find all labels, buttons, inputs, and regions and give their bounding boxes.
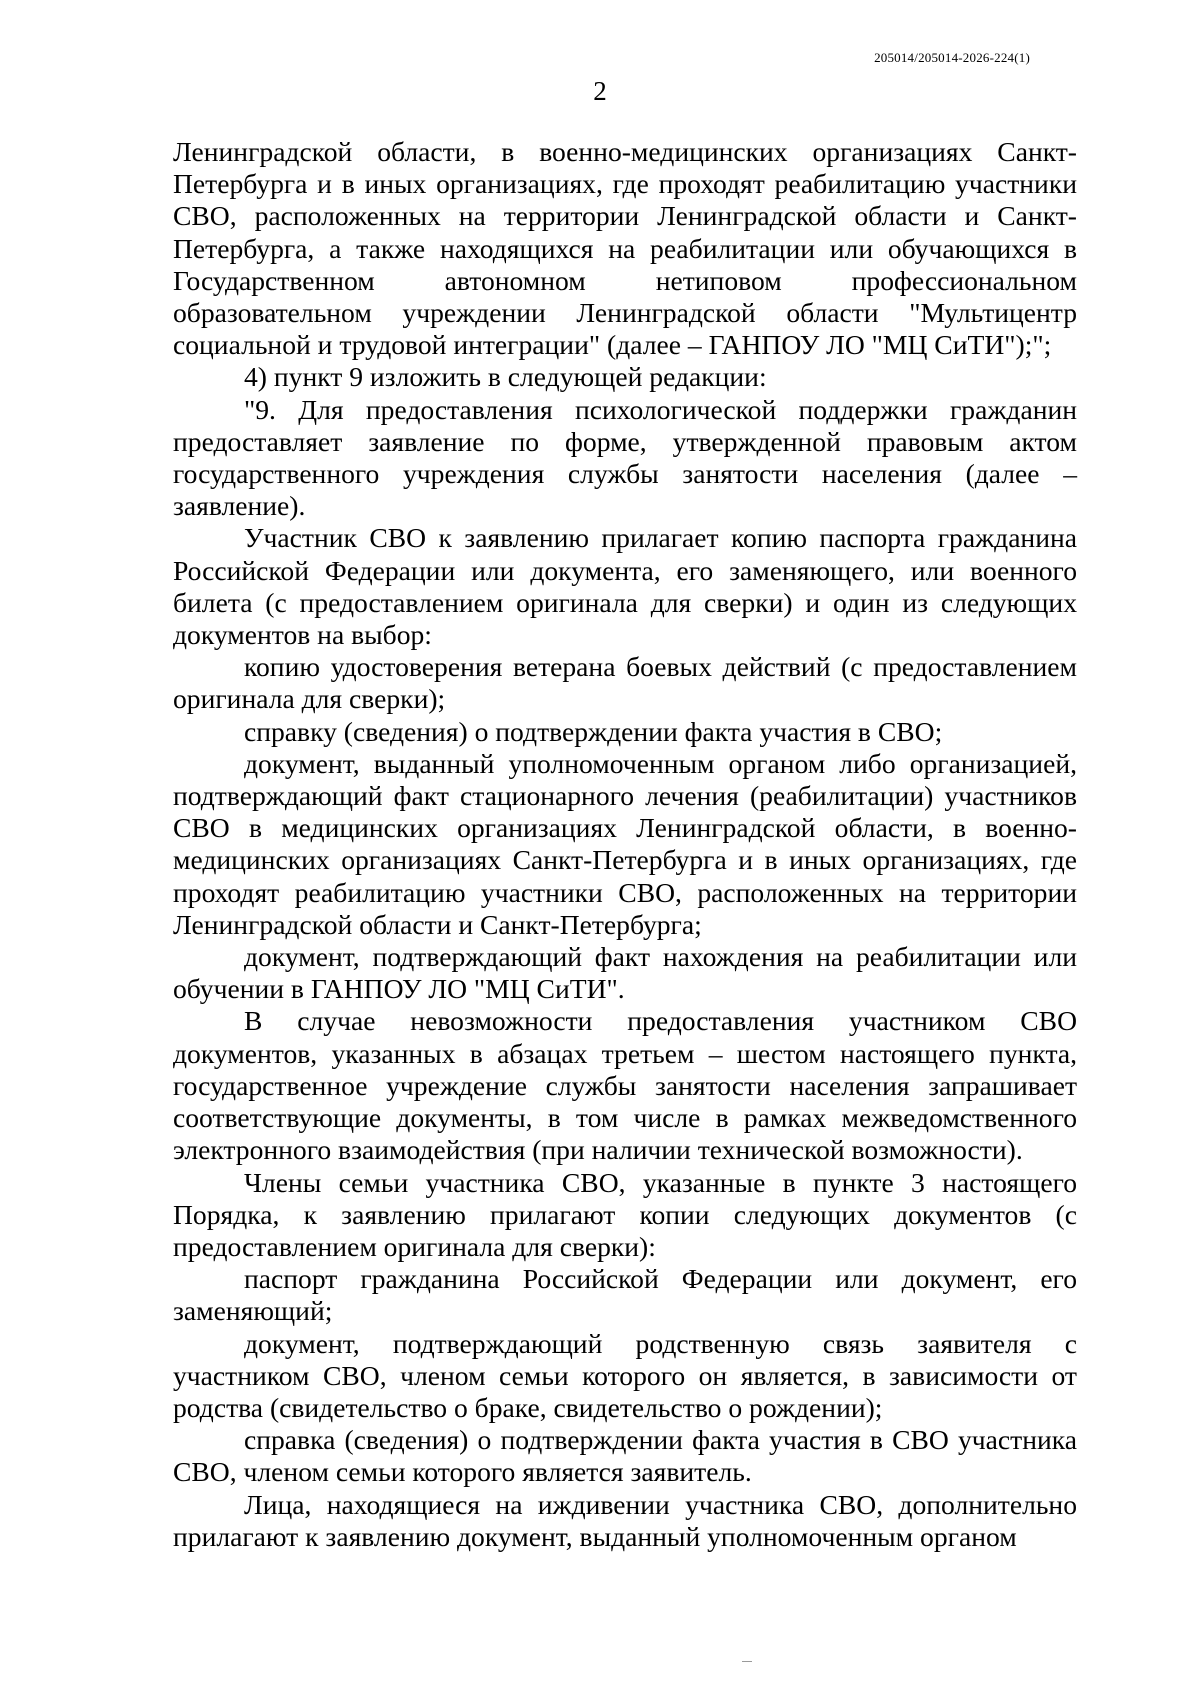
scan-artifact	[742, 1661, 752, 1662]
paragraph: Участник СВО к заявлению прилагает копию паспорта гражданина Российской Федерации или документа, его заменяющего, или военного билета (с предоставлением оригинала для сверки) и один из следующих документов на выбор:	[173, 522, 1077, 651]
paragraph: копию удостоверения ветерана боевых действий (с предоставлением оригинала для сверки);	[173, 651, 1077, 715]
paragraph: паспорт гражданина Российской Федерации или документ, его заменяющий;	[173, 1263, 1077, 1327]
document-id: 205014/205014-2026-224(1)	[874, 50, 1030, 65]
paragraph: "9. Для предоставления психологической поддержки гражданин предоставляет заявление по форме, утвержденной правовым актом государственного учреждения службы занятости населения (далее – заявление).	[173, 393, 1077, 522]
paragraph: справку (сведения) о подтверждении факта участия в СВО;	[244, 715, 943, 747]
paragraph: 4) пункт 9 изложить в следующей редакции:	[244, 361, 767, 393]
paragraph: справка (сведения) о подтверждении факта участия в СВО участника СВО, членом семьи которого является заявитель.	[173, 1424, 1077, 1488]
document-body	[173, 136, 1077, 1553]
paragraph: документ, подтверждающий родственную связь заявителя с участником СВО, членом семьи которого он является, в зависимости от родства (свидетельство о браке, свидетельство о рождении);	[173, 1327, 1077, 1423]
paragraph: В случае невозможности предоставления участником СВО документов, указанных в абзацах третьем – шестом настоящего пункта, государственное учреждение службы занятости населения запрашивает соответствующие документы, в том числе в рамках межведомственного электронного взаимодействия (при наличии технической возможности).	[173, 1005, 1077, 1166]
paragraph: Ленинградской области, в военно-медицинских организациях Санкт-Петербурга и в иных организациях, где проходят реабилитацию участники СВО, расположенных на территории Ленинградской области и Санкт-Петербурга, а также находящихся на реабилитации или обучающихся в Государственном автономном нетиповом профессиональном образовательном учреждении Ленинградской области "Мультицентр социальной и трудовой интеграции" (далее – ГАНПОУ ЛО "МЦ СиТИ");";	[173, 136, 1077, 361]
paragraph: Лица, находящиеся на иждивении участника СВО, дополнительно прилагают к заявлению документ, выданный уполномоченным органом	[173, 1488, 1077, 1552]
page-number: 2	[593, 76, 607, 106]
paragraph: документ, подтверждающий факт нахождения на реабилитации или обучении в ГАНПОУ ЛО "МЦ СиТИ".	[173, 941, 1077, 1005]
paragraph: документ, выданный уполномоченным органом либо организацией, подтверждающий факт стационарного лечения (реабилитации) участников СВО в медицинских организациях Ленинградской области, в военно-медицинских организациях Санкт-Петербурга и в иных организациях, где проходят реабилитацию участники СВО, расположенных на территории Ленинградской области и Санкт-Петербурга;	[173, 747, 1077, 940]
paragraph: Члены семьи участника СВО, указанные в пункте 3 настоящего Порядка, к заявлению прилагают копии следующих документов (с предоставлением оригинала для сверки):	[173, 1166, 1077, 1262]
